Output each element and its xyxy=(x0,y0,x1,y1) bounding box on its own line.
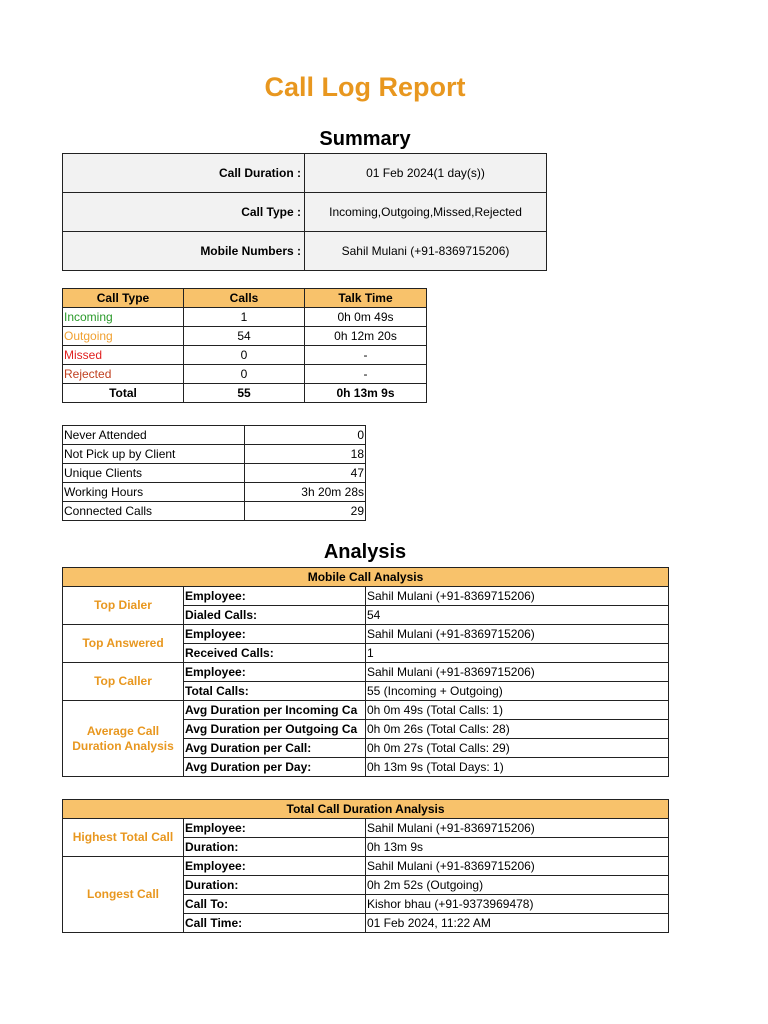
field-label: Duration: xyxy=(184,838,366,857)
call-type-table xyxy=(62,288,427,403)
total-call-duration-table xyxy=(62,799,669,933)
total-calls: 55 xyxy=(184,384,305,403)
call-type-header-row xyxy=(63,289,427,308)
summary-label: Call Duration : xyxy=(63,154,305,193)
field-value: Sahil Mulani (+91-8369715206) xyxy=(366,819,669,838)
field-value: 0h 0m 49s (Total Calls: 1) xyxy=(366,701,669,720)
field-label: Employee: xyxy=(184,819,366,838)
field-value: 01 Feb 2024, 11:22 AM xyxy=(366,914,669,933)
field-value: 0h 0m 26s (Total Calls: 28) xyxy=(366,720,669,739)
field-label: Avg Duration per Outgoing Ca xyxy=(184,720,366,739)
total-label: Total xyxy=(63,384,184,403)
stat-label: Not Pick up by Client xyxy=(63,445,245,464)
category-average-call-duration: Average Call Duration Analysis xyxy=(63,701,184,777)
field-value: Sahil Mulani (+91-8369715206) xyxy=(366,587,669,606)
stat-value: 0 xyxy=(245,426,366,445)
call-type-incoming: Incoming xyxy=(63,308,184,327)
summary-value: Sahil Mulani (+91-8369715206) xyxy=(305,232,547,271)
summary-value: Incoming,Outgoing,Missed,Rejected xyxy=(305,193,547,232)
field-value: 0h 2m 52s (Outgoing) xyxy=(366,876,669,895)
field-label: Employee: xyxy=(184,857,366,876)
field-value: 0h 0m 27s (Total Calls: 29) xyxy=(366,739,669,758)
table-header-row xyxy=(63,568,669,587)
calls-count: 0 xyxy=(184,365,305,384)
call-type-missed: Missed xyxy=(63,346,184,365)
column-header: Talk Time xyxy=(305,289,427,308)
table-title: Mobile Call Analysis xyxy=(63,568,669,587)
talk-time: - xyxy=(305,365,427,384)
summary-label: Mobile Numbers : xyxy=(63,232,305,271)
field-value: Kishor bhau (+91-9373969478) xyxy=(366,895,669,914)
field-label: Received Calls: xyxy=(184,644,366,663)
field-label: Avg Duration per Incoming Ca xyxy=(184,701,366,720)
field-value: Sahil Mulani (+91-8369715206) xyxy=(366,625,669,644)
summary-row-mobile-numbers xyxy=(63,232,547,271)
talk-time: - xyxy=(305,346,427,365)
field-label: Call Time: xyxy=(184,914,366,933)
field-label: Avg Duration per Call: xyxy=(184,739,366,758)
field-label: Dialed Calls: xyxy=(184,606,366,625)
table-row xyxy=(63,663,669,682)
field-label: Duration: xyxy=(184,876,366,895)
column-header: Calls xyxy=(184,289,305,308)
table-row xyxy=(63,857,669,876)
field-value: 55 (Incoming + Outgoing) xyxy=(366,682,669,701)
field-label: Call To: xyxy=(184,895,366,914)
category-top-dialer: Top Dialer xyxy=(63,587,184,625)
summary-table xyxy=(62,153,547,271)
summary-value: 01 Feb 2024(1 day(s)) xyxy=(305,154,547,193)
stat-row xyxy=(63,464,366,483)
mobile-call-analysis-table xyxy=(62,567,669,777)
table-row xyxy=(63,625,669,644)
stat-value: 29 xyxy=(245,502,366,521)
table-row xyxy=(63,365,427,384)
report-title: Call Log Report xyxy=(264,72,466,102)
analysis-heading: Analysis xyxy=(323,541,407,563)
stat-label: Unique Clients xyxy=(63,464,245,483)
calls-count: 0 xyxy=(184,346,305,365)
stat-row xyxy=(63,426,366,445)
field-label: Total Calls: xyxy=(184,682,366,701)
calls-count: 1 xyxy=(184,308,305,327)
field-label: Employee: xyxy=(184,625,366,644)
total-row xyxy=(63,384,427,403)
table-row xyxy=(63,819,669,838)
table-row xyxy=(63,308,427,327)
table-row xyxy=(63,327,427,346)
category-highest-total-call: Highest Total Call xyxy=(63,819,184,857)
field-value: 0h 13m 9s (Total Days: 1) xyxy=(366,758,669,777)
table-row xyxy=(63,587,669,606)
stat-value: 47 xyxy=(245,464,366,483)
stat-row xyxy=(63,502,366,521)
talk-time: 0h 0m 49s xyxy=(305,308,427,327)
summary-label: Call Type : xyxy=(63,193,305,232)
field-value: Sahil Mulani (+91-8369715206) xyxy=(366,663,669,682)
category-longest-call: Longest Call xyxy=(63,857,184,933)
table-header-row xyxy=(63,800,669,819)
summary-heading: Summary xyxy=(319,128,411,150)
stat-label: Working Hours xyxy=(63,483,245,502)
table-title: Total Call Duration Analysis xyxy=(63,800,669,819)
field-label: Employee: xyxy=(184,663,366,682)
field-value: Sahil Mulani (+91-8369715206) xyxy=(366,857,669,876)
stat-value: 18 xyxy=(245,445,366,464)
stat-value: 3h 20m 28s xyxy=(245,483,366,502)
field-label: Employee: xyxy=(184,587,366,606)
field-value: 54 xyxy=(366,606,669,625)
column-header: Call Type xyxy=(63,289,184,308)
stats-table xyxy=(62,425,366,521)
field-label: Avg Duration per Day: xyxy=(184,758,366,777)
talk-time: 0h 12m 20s xyxy=(305,327,427,346)
category-top-caller: Top Caller xyxy=(63,663,184,701)
calls-count: 54 xyxy=(184,327,305,346)
field-value: 0h 13m 9s xyxy=(366,838,669,857)
stat-row xyxy=(63,445,366,464)
call-type-outgoing: Outgoing xyxy=(63,327,184,346)
field-value: 1 xyxy=(366,644,669,663)
category-top-answered: Top Answered xyxy=(63,625,184,663)
stat-label: Never Attended xyxy=(63,426,245,445)
table-row xyxy=(63,346,427,365)
table-row xyxy=(63,701,669,720)
stat-label: Connected Calls xyxy=(63,502,245,521)
stat-row xyxy=(63,483,366,502)
total-talk-time: 0h 13m 9s xyxy=(305,384,427,403)
summary-row-call-duration xyxy=(63,154,547,193)
summary-row-call-type xyxy=(63,193,547,232)
call-type-rejected: Rejected xyxy=(63,365,184,384)
